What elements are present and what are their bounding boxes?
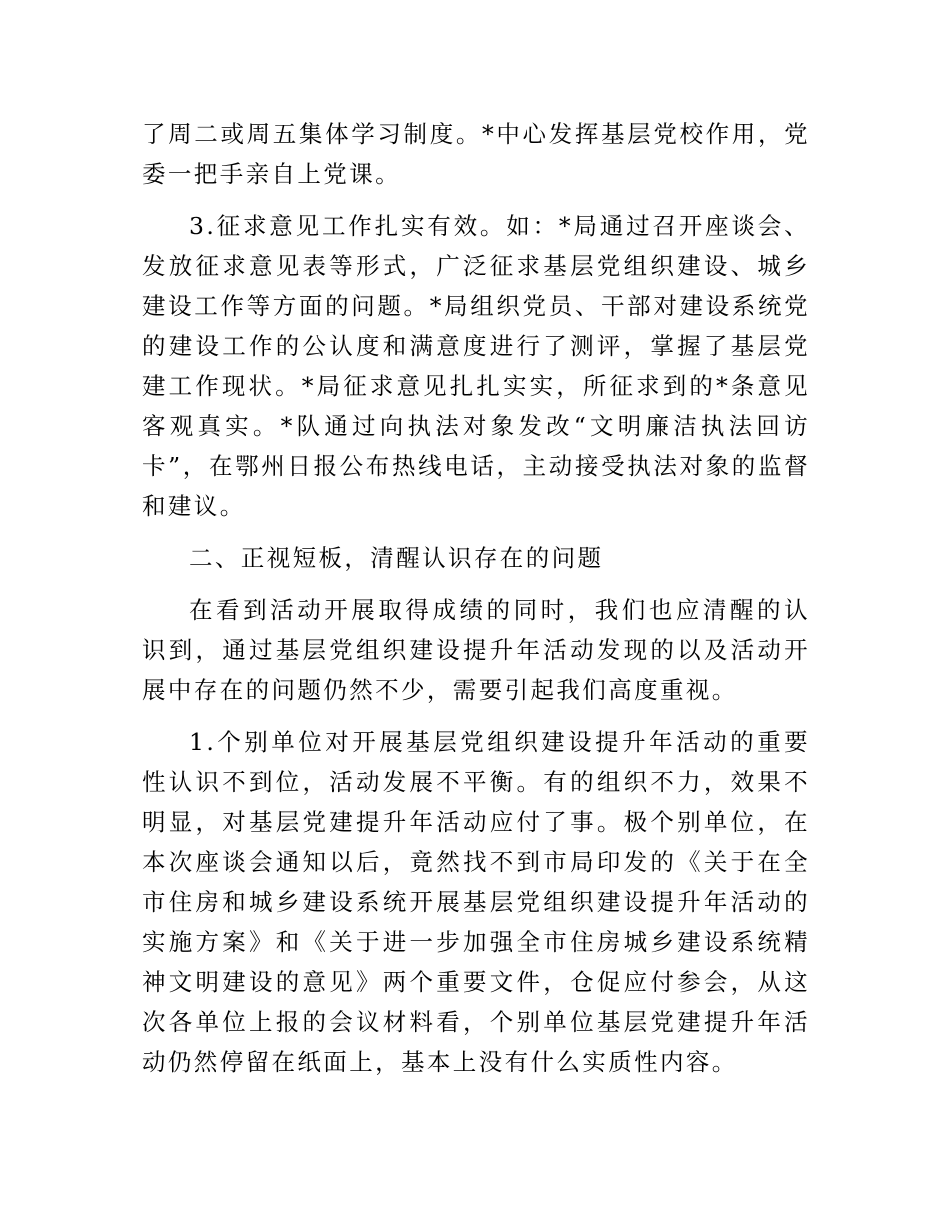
- paragraph-item-1-issues: 1.个别单位对开展基层党组织建设提升年活动的重要性认识不到位，活动发展不平衡。有的组织不力，效果不明显，对基层党建提升年活动应付了事。极个别单位，在本次座谈会通知以后，竟然找不到市局印发的《关于在全市住房和城乡建设系统开展基层党组织建设提升年活动的实施方案》和《关于进一步加强全市住房城乡建设系统精神文明建设的意见》两个重要文件，仓促应付参会，从这次各单位上报的会议材料看，个别单位基层党建提升年活动仍然停留在纸面上，基本上没有什么实质性内容。: [142, 728, 810, 1076]
- paragraph-item-3-feedback: 3.征求意见工作扎实有效。如：*局通过召开座谈会、发放征求意见表等形式，广泛征求基层党组织建设、城乡建设工作等方面的问题。*局组织党员、干部对建设系统党的建设工作的公认度和满意度进行了测评，掌握了基层党建工作现状。*局征求意见扎扎实实，所征求到的*条意见客观真实。*队通过向执法对象发改“文明廉洁执法回访卡”，在鄂州日报公布热线电话，主动接受执法对象的监督和建议。: [142, 212, 810, 520]
- section-heading-2: 二、正视短板，清醒认识存在的问题: [189, 544, 604, 572]
- paragraph-section-intro: 在看到活动开展取得成绩的同时，我们也应清醒的认识到，通过基层党组织建设提升年活动发现的以及活动开展中存在的问题仍然不少，需要引起我们高度重视。: [142, 596, 810, 704]
- document-body: [142, 114, 810, 1094]
- paragraph-continuation: 了周二或周五集体学习制度。*中心发挥基层党校作用，党委一把手亲自上党课。: [142, 120, 810, 188]
